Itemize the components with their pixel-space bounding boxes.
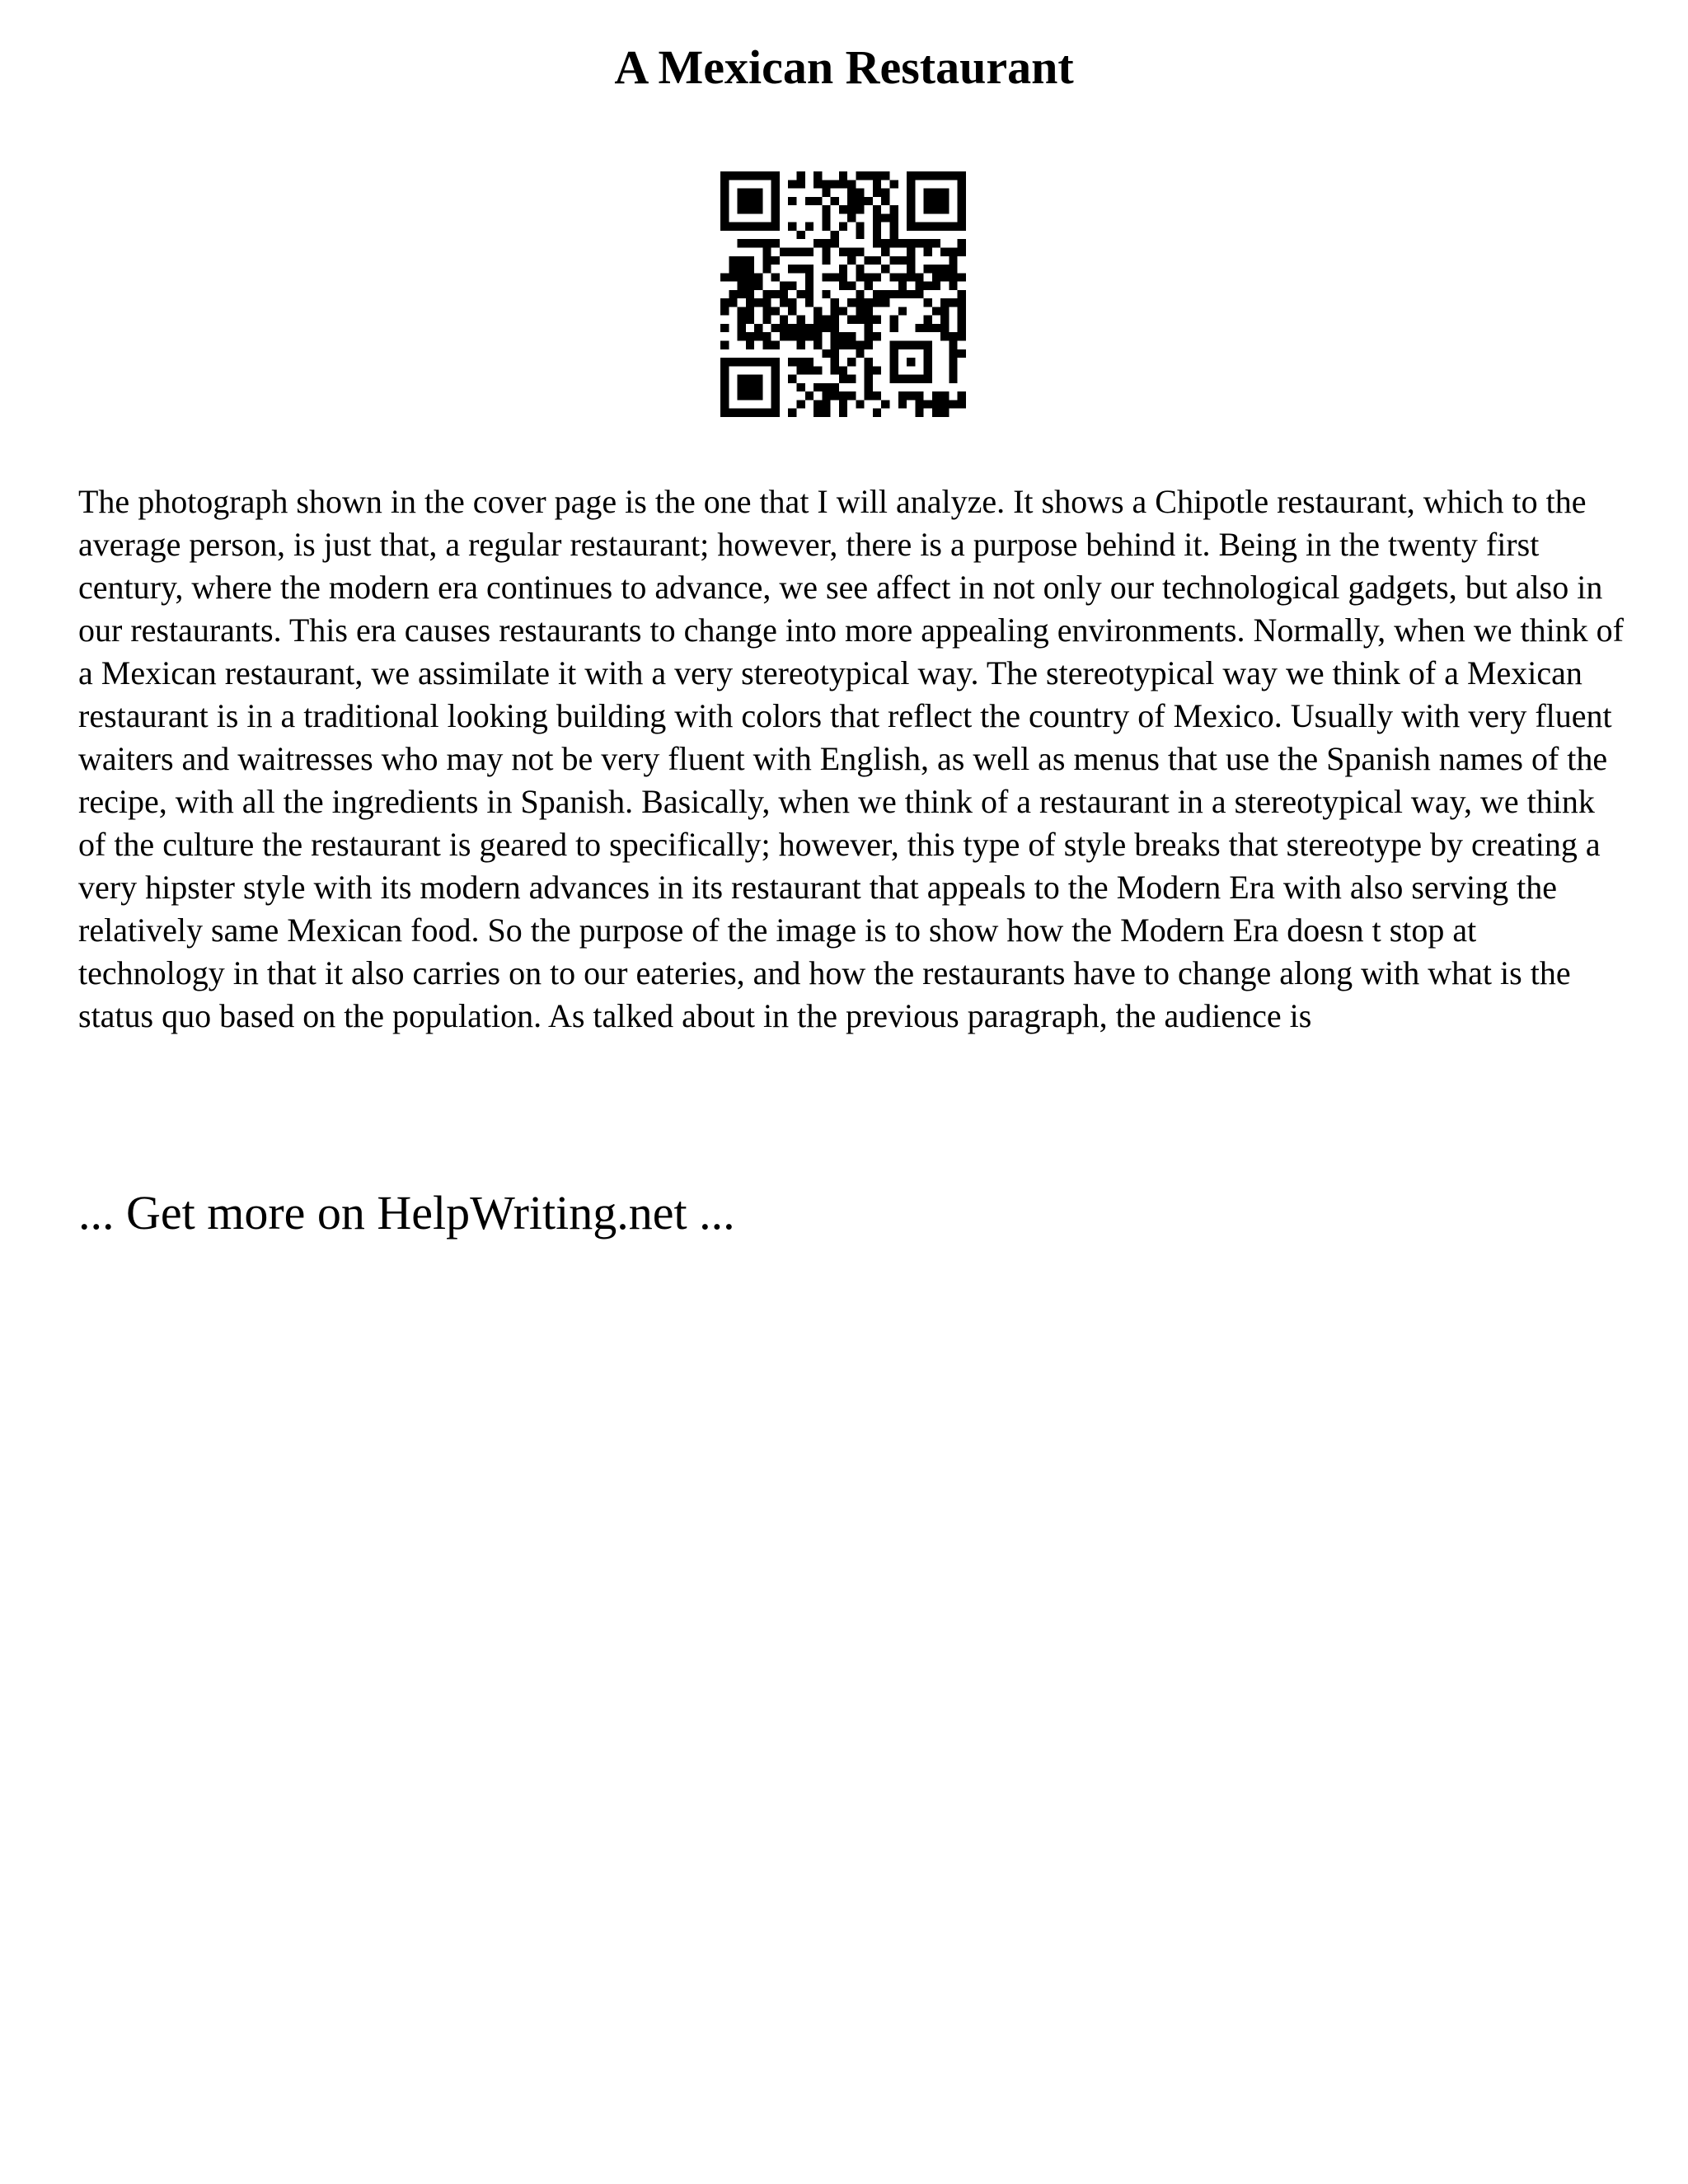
document-title: A Mexican Restaurant — [614, 40, 1074, 94]
get-more-link[interactable]: ... Get more on HelpWriting.net ... — [78, 1186, 735, 1240]
qr-code-icon — [720, 171, 966, 417]
essay-excerpt: The photograph shown in the cover page is the one that I will analyze. It shows a Chipotle restaurant, which to the average person, is just that, a regular restaurant; however, there is a purpose behind it. Being in the twenty first century, where the modern era continues to advance, we see affect in not only our technological gadgets, but also in our restaurants. This era causes restaurants to change into more appealing environments. Normally, when we think of a Mexican restaurant, we assimilate it with a very stereotypical way. The stereotypical way we think of a Mexican restaurant is in a traditional looking building with colors that reflect the country of Mexico. Usually with very fluent waiters and waitresses who may not be very fluent with English, as well as menus that use the Spanish names of the recipe, with all the ingredients in Spanish. Basically, when we think of a restaurant in a stereotypical way, we think of the culture the restaurant is geared to specifically; however, this type of style breaks that stereotype by creating a very hipster style with its modern advances in its restaurant that appeals to the Modern Era with also serving the relatively same Mexican food. So the purpose of the image is to show how the Modern Era doesn t stop at technology in that it also carries on to our eateries, and how the restaurants have to change along with what is the status quo based on the population. As talked about in the previous paragraph, the audience is — [78, 483, 1624, 1034]
qr-code-graphic — [720, 171, 966, 417]
